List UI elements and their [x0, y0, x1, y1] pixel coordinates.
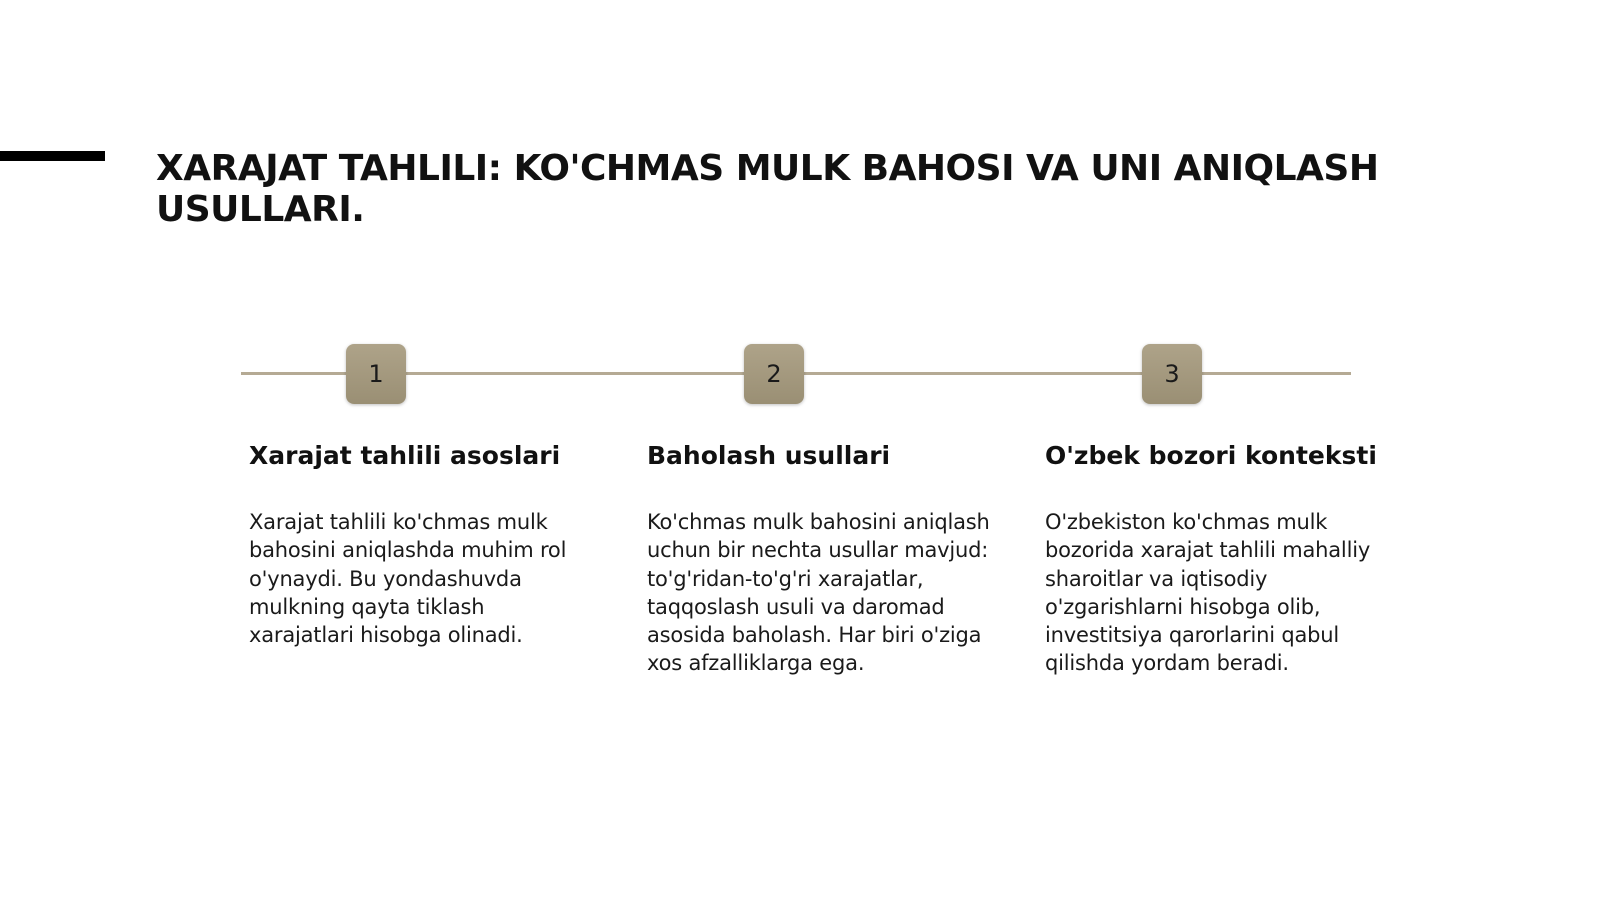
step-heading: Xarajat tahlili asoslari: [249, 441, 561, 470]
step-text: O'zbekiston ko'chmas mulk bozorida xarajat tahlili mahalliy sharoitlar va iqtisodiy o'zgarishlarni hisobga olib, investitsiya qarorlarini qabul qilishda yordam beradi.: [1045, 510, 1371, 676]
step-text: Ko'chmas mulk bahosini aniqlash uchun bir nechta usullar mavjud: to'g'ridan-to'g'ri xarajatlar, taqqoslash usuli va daromad asosida baholash. Har biri o'ziga xos afzalliklarga ega.: [647, 510, 990, 676]
step-marker-3: 3: [1142, 344, 1202, 404]
step-2: [647, 440, 992, 678]
step-heading: Baholash usullari: [647, 441, 891, 470]
step-marker-2: 2: [744, 344, 804, 404]
step-marker-1: 1: [346, 344, 406, 404]
step-1: [249, 440, 594, 649]
step-text: Xarajat tahlili ko'chmas mulk bahosini aniqlashda muhim rol o'ynaydi. Bu yondashuvda mulkning qayta tiklash xarajatlari hisobga olinadi.: [249, 510, 567, 648]
step-heading: O'zbek bozori konteksti: [1045, 441, 1377, 470]
title-accent-bar: [0, 151, 105, 161]
page-title: XARAJAT TAHLILI: KO'CHMAS MULK BAHOSI VA UNI ANIQLASH USULLARI.: [156, 148, 1379, 230]
step-3: [1045, 440, 1390, 678]
